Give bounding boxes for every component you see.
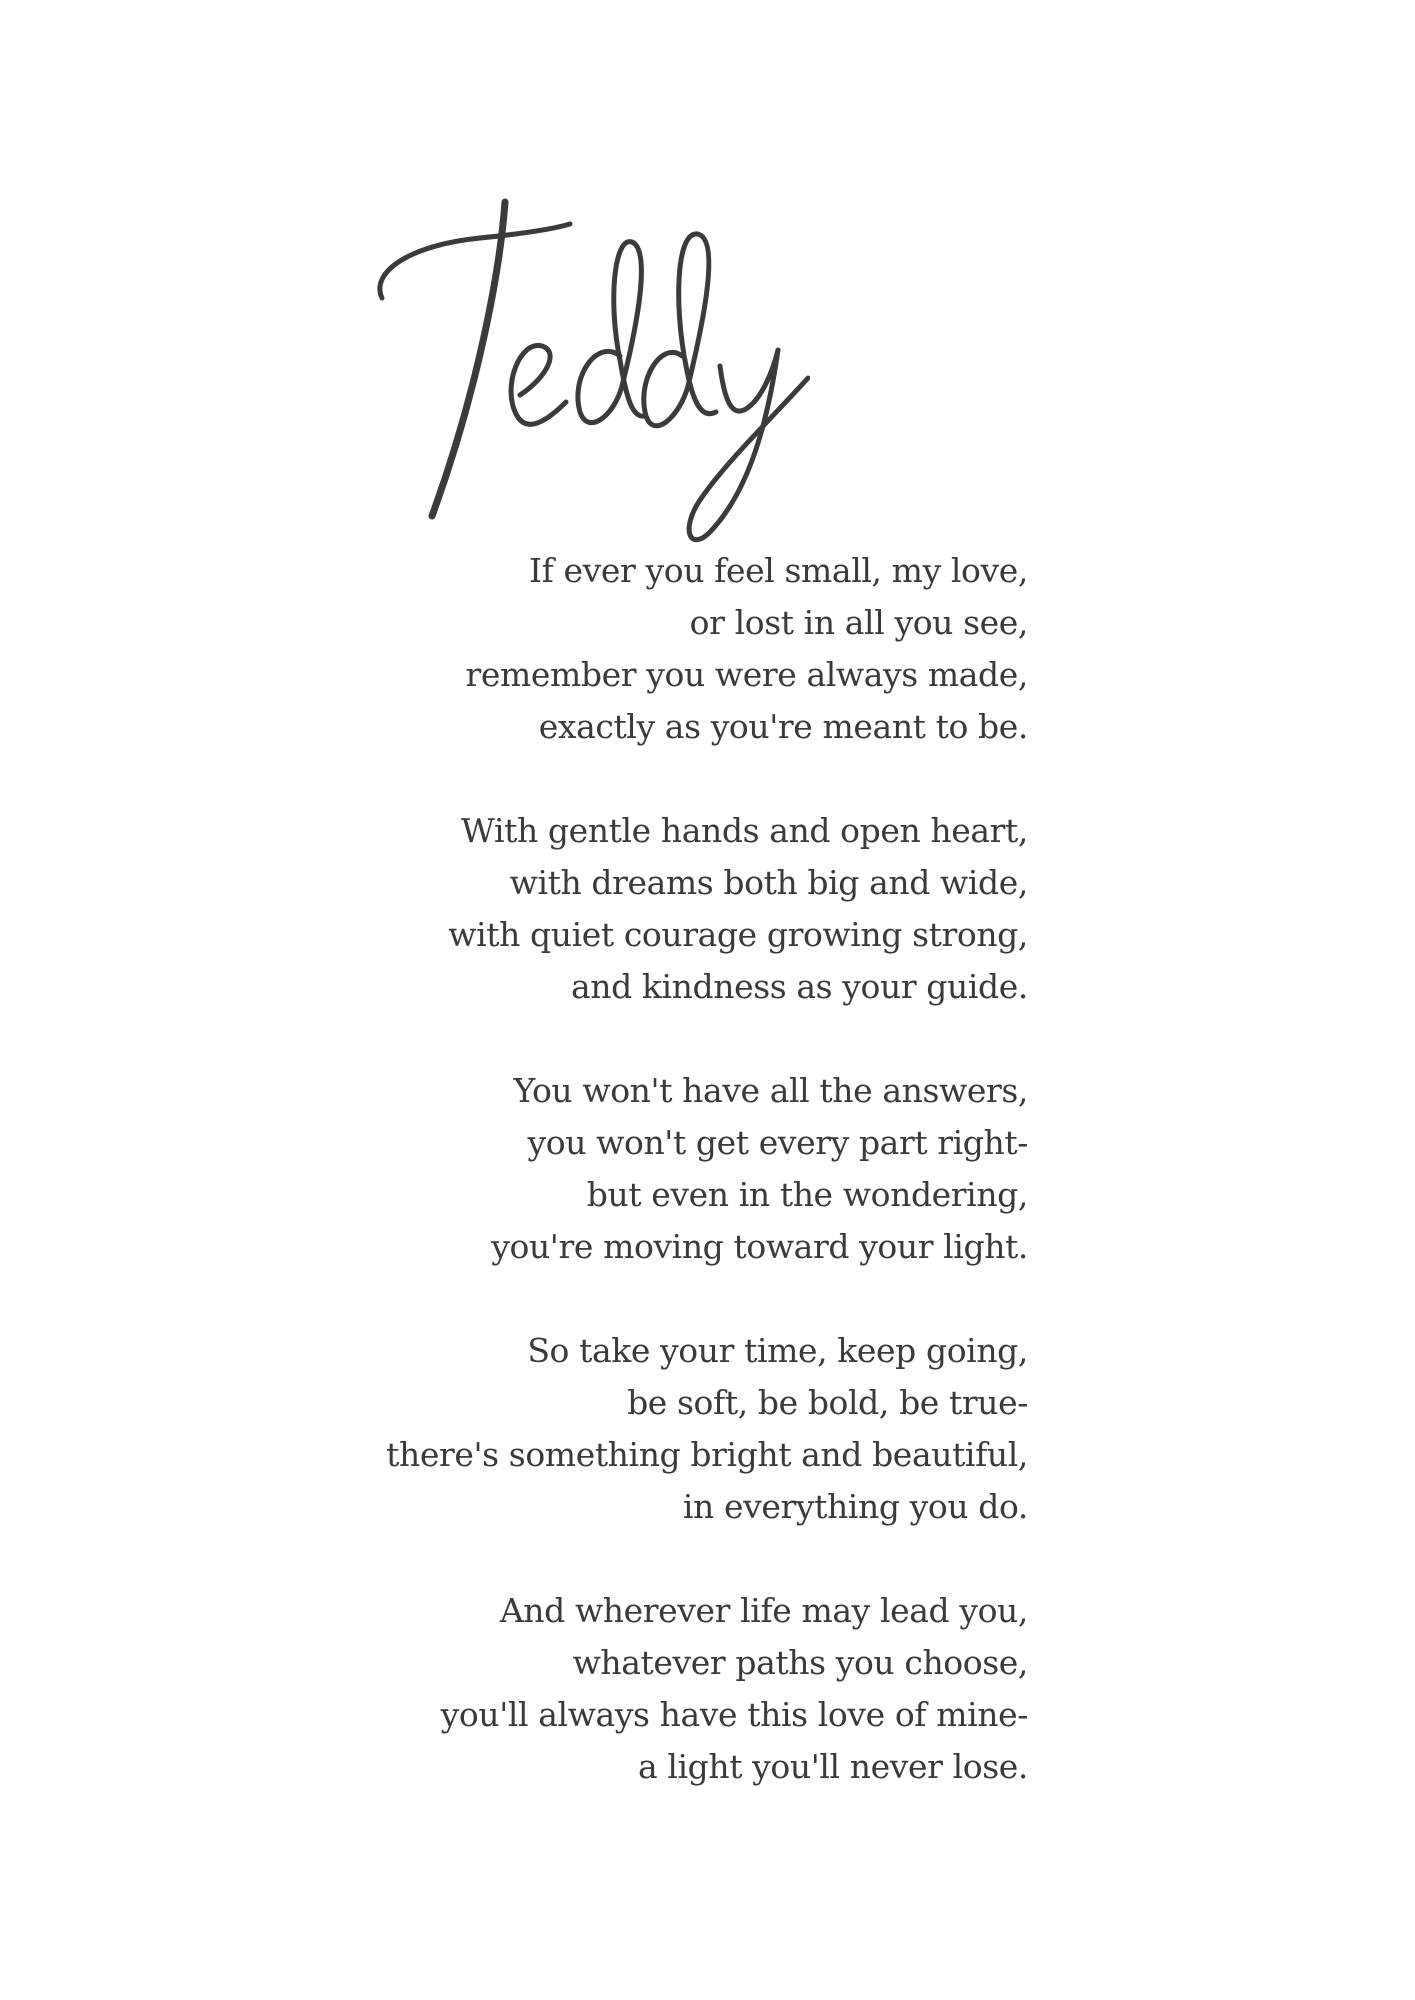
poem-line: a light you'll never lose. [637, 1747, 1028, 1786]
poem-line: with dreams both big and wide, [509, 863, 1028, 902]
stanza-2 [268, 805, 1028, 1013]
poem-line: with quiet courage growing strong, [448, 915, 1028, 954]
stanza-3 [268, 1065, 1028, 1273]
poem-line: but even in the wondering, [586, 1175, 1028, 1214]
title-script-lettering [370, 190, 810, 550]
poem-line: you'll always have this love of mine- [440, 1695, 1028, 1734]
poem-line: there's something bright and beautiful, [386, 1435, 1028, 1474]
poem-line: You won't have all the answers, [513, 1071, 1028, 1110]
poem-line: in everything you do. [682, 1487, 1028, 1526]
poem-line: you won't get every part right- [527, 1123, 1028, 1162]
poem-line: be soft, be bold, be true- [627, 1383, 1028, 1422]
stanza-5 [268, 1585, 1028, 1793]
poem-line: and kindness as your guide. [570, 967, 1028, 1006]
poem-line: you're moving toward your light. [491, 1227, 1028, 1266]
poem-line: remember you were always made, [465, 655, 1028, 694]
poem-body [268, 545, 1028, 1845]
poem-line: whatever paths you choose, [572, 1643, 1028, 1682]
poem-line: If ever you feel small, my love, [529, 551, 1028, 590]
poem-line: With gentle hands and open heart, [461, 811, 1028, 850]
stanza-1 [268, 545, 1028, 753]
poem-line: exactly as you're meant to be. [538, 707, 1028, 746]
poem-line: or lost in all you see, [689, 603, 1028, 642]
stanza-4 [268, 1325, 1028, 1533]
poem-line: So take your time, keep going, [527, 1331, 1028, 1370]
poem-line: And wherever life may lead you, [499, 1591, 1028, 1630]
